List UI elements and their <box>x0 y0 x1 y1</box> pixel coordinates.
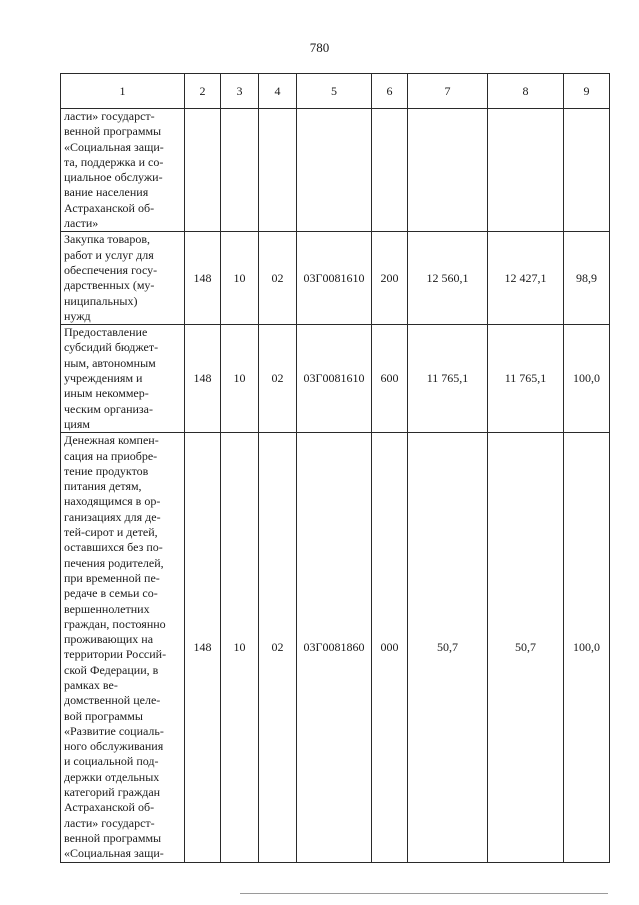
cell-target-article <box>297 109 372 232</box>
cell-actual-amount <box>488 109 564 232</box>
header-cell-8: 8 <box>488 74 564 109</box>
cell-ministry-code: 148 <box>185 325 221 433</box>
row-name-cell: Предоставление субсидий бюджет- ным, автономным учреждениям и иным некоммер- ческим организа- циям <box>61 325 185 433</box>
cell-planned-amount: 12 560,1 <box>408 232 488 325</box>
header-cell-7: 7 <box>408 74 488 109</box>
cell-target-article: 03Г0081860 <box>297 433 372 862</box>
cell-expense-type: 200 <box>372 232 408 325</box>
header-cell-2: 2 <box>185 74 221 109</box>
cell-subsection <box>259 109 297 232</box>
cell-percent <box>564 109 610 232</box>
cell-planned-amount: 11 765,1 <box>408 325 488 433</box>
cell-target-article: 03Г0081610 <box>297 325 372 433</box>
cell-section <box>221 109 259 232</box>
header-cell-4: 4 <box>259 74 297 109</box>
cell-planned-amount <box>408 109 488 232</box>
cell-ministry-code <box>185 109 221 232</box>
table-row <box>61 232 610 325</box>
cell-expense-type: 000 <box>372 433 408 862</box>
cell-expense-type <box>372 109 408 232</box>
cell-section: 10 <box>221 433 259 862</box>
cell-section: 10 <box>221 232 259 325</box>
cell-percent: 100,0 <box>564 325 610 433</box>
cell-percent: 100,0 <box>564 433 610 862</box>
cell-expense-type: 600 <box>372 325 408 433</box>
header-cell-5: 5 <box>297 74 372 109</box>
cell-target-article: 03Г0081610 <box>297 232 372 325</box>
cell-actual-amount: 12 427,1 <box>488 232 564 325</box>
page-number: 780 <box>309 40 330 55</box>
cell-subsection: 02 <box>259 325 297 433</box>
row-name-cell: ласти» государст- венной программы «Социальная защи- та, поддержка и со- циальное обслужи- вание населения Астраханской об- ласти» <box>61 109 185 232</box>
cell-subsection: 02 <box>259 433 297 862</box>
cell-ministry-code: 148 <box>185 232 221 325</box>
header-cell-9: 9 <box>564 74 610 109</box>
header-cell-1: 1 <box>61 74 185 109</box>
cell-ministry-code: 148 <box>185 433 221 862</box>
table-row <box>61 433 610 862</box>
header-row <box>61 74 610 109</box>
page-bottom-rule <box>240 893 608 894</box>
cell-subsection: 02 <box>259 232 297 325</box>
table-row <box>61 325 610 433</box>
row-name-cell: Закупка товаров, работ и услуг для обеспечения госу- дарственных (му- ниципальных) нужд <box>61 232 185 325</box>
cell-actual-amount: 11 765,1 <box>488 325 564 433</box>
cell-percent: 98,9 <box>564 232 610 325</box>
header-cell-3: 3 <box>221 74 259 109</box>
table-row <box>61 109 610 232</box>
cell-section: 10 <box>221 325 259 433</box>
budget-table <box>60 73 610 863</box>
cell-actual-amount: 50,7 <box>488 433 564 862</box>
header-cell-6: 6 <box>372 74 408 109</box>
cell-planned-amount: 50,7 <box>408 433 488 862</box>
row-name-cell: Денежная компен- сация на приобре- тение продуктов питания детям, находящимся в ор- ганизациях для де- тей-сирот и детей, оставшихся без по- печения родителей, при временной пе- редаче в семьи со- вершеннолетних граждан, постоянно проживающих на территории Россий- ской Федерации, в рамках ве- домственной целе- вой программы «Развитие социаль- ного обслуживания и социальной под- держки отдельных категорий граждан Астраханской об- ласти» государст- венной программы «Социальная защи- <box>61 433 185 862</box>
